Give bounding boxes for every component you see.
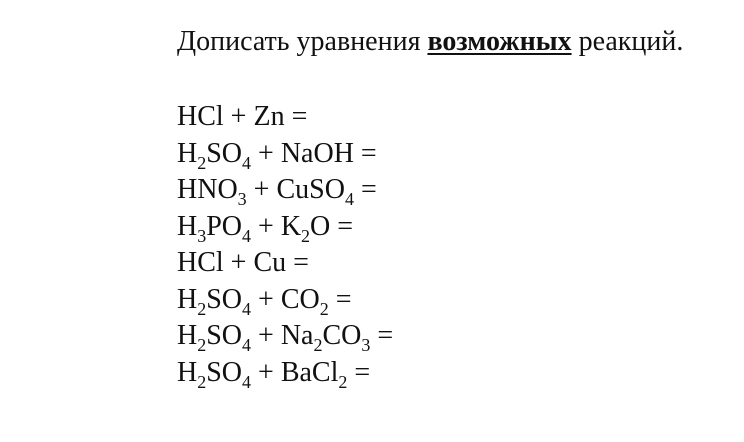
equation-text: + Na [251, 320, 314, 351]
equation-line [177, 138, 393, 175]
equation-text: = [347, 356, 371, 388]
equation-text: SO [206, 283, 243, 315]
task-instruction [177, 26, 683, 58]
equation-subscript: 2 [338, 371, 348, 392]
equation-subscript: 4 [242, 152, 252, 173]
equation-text: H [177, 320, 198, 351]
equation-text: + NaOH = [251, 137, 377, 169]
equation-text: H [177, 137, 198, 169]
equation-subscript: 3 [237, 189, 247, 209]
equation-subscript: 2 [319, 298, 329, 319]
equation-text: H [177, 210, 198, 242]
task-text-before: Дописать уравнения [177, 26, 428, 57]
equation-subscript: 3 [197, 225, 207, 246]
equation-subscript: 2 [197, 152, 207, 173]
equation-subscript: 4 [242, 335, 252, 355]
equation-subscript: 3 [361, 335, 371, 355]
equation-text: H [177, 283, 198, 315]
equation-text: = [370, 320, 394, 351]
equation-subscript: 2 [301, 225, 311, 246]
equation-text: HCl + Zn = [177, 101, 308, 132]
equation-text: HCl + Cu = [177, 247, 309, 278]
equation-line [177, 247, 393, 284]
equation-text: SO [206, 356, 243, 388]
equation-text: + CuSO [246, 174, 345, 205]
task-emphasis-word: возможных [427, 26, 572, 57]
equation-text: + K [251, 210, 302, 242]
equation-line [177, 101, 393, 138]
equation-text: HNO [177, 174, 238, 205]
equation-text: = [353, 174, 377, 205]
equation-text: O = [310, 210, 354, 242]
equation-list [177, 101, 393, 393]
equation-subscript: 4 [242, 298, 252, 319]
equation-text: + BaCl [251, 356, 339, 388]
equation-text: CO [322, 320, 362, 351]
equation-subscript: 4 [242, 371, 252, 392]
equation-subscript: 4 [242, 225, 252, 246]
equation-text: SO [206, 137, 243, 169]
equation-line [177, 357, 393, 394]
task-text-after: реакций. [571, 26, 684, 57]
equation-line [177, 284, 393, 321]
equation-text: H [177, 356, 198, 388]
equation-text: PO [206, 210, 243, 242]
equation-subscript: 2 [313, 335, 323, 355]
equation-line [177, 320, 393, 357]
equation-subscript: 4 [344, 189, 354, 209]
equation-text: SO [206, 320, 243, 351]
equation-text: = [328, 283, 352, 315]
equation-subscript: 2 [197, 371, 207, 392]
equation-line [177, 211, 393, 248]
equation-subscript: 2 [197, 298, 207, 319]
equation-line [177, 174, 393, 211]
equation-subscript: 2 [197, 335, 207, 355]
equation-text: + CO [251, 283, 320, 315]
